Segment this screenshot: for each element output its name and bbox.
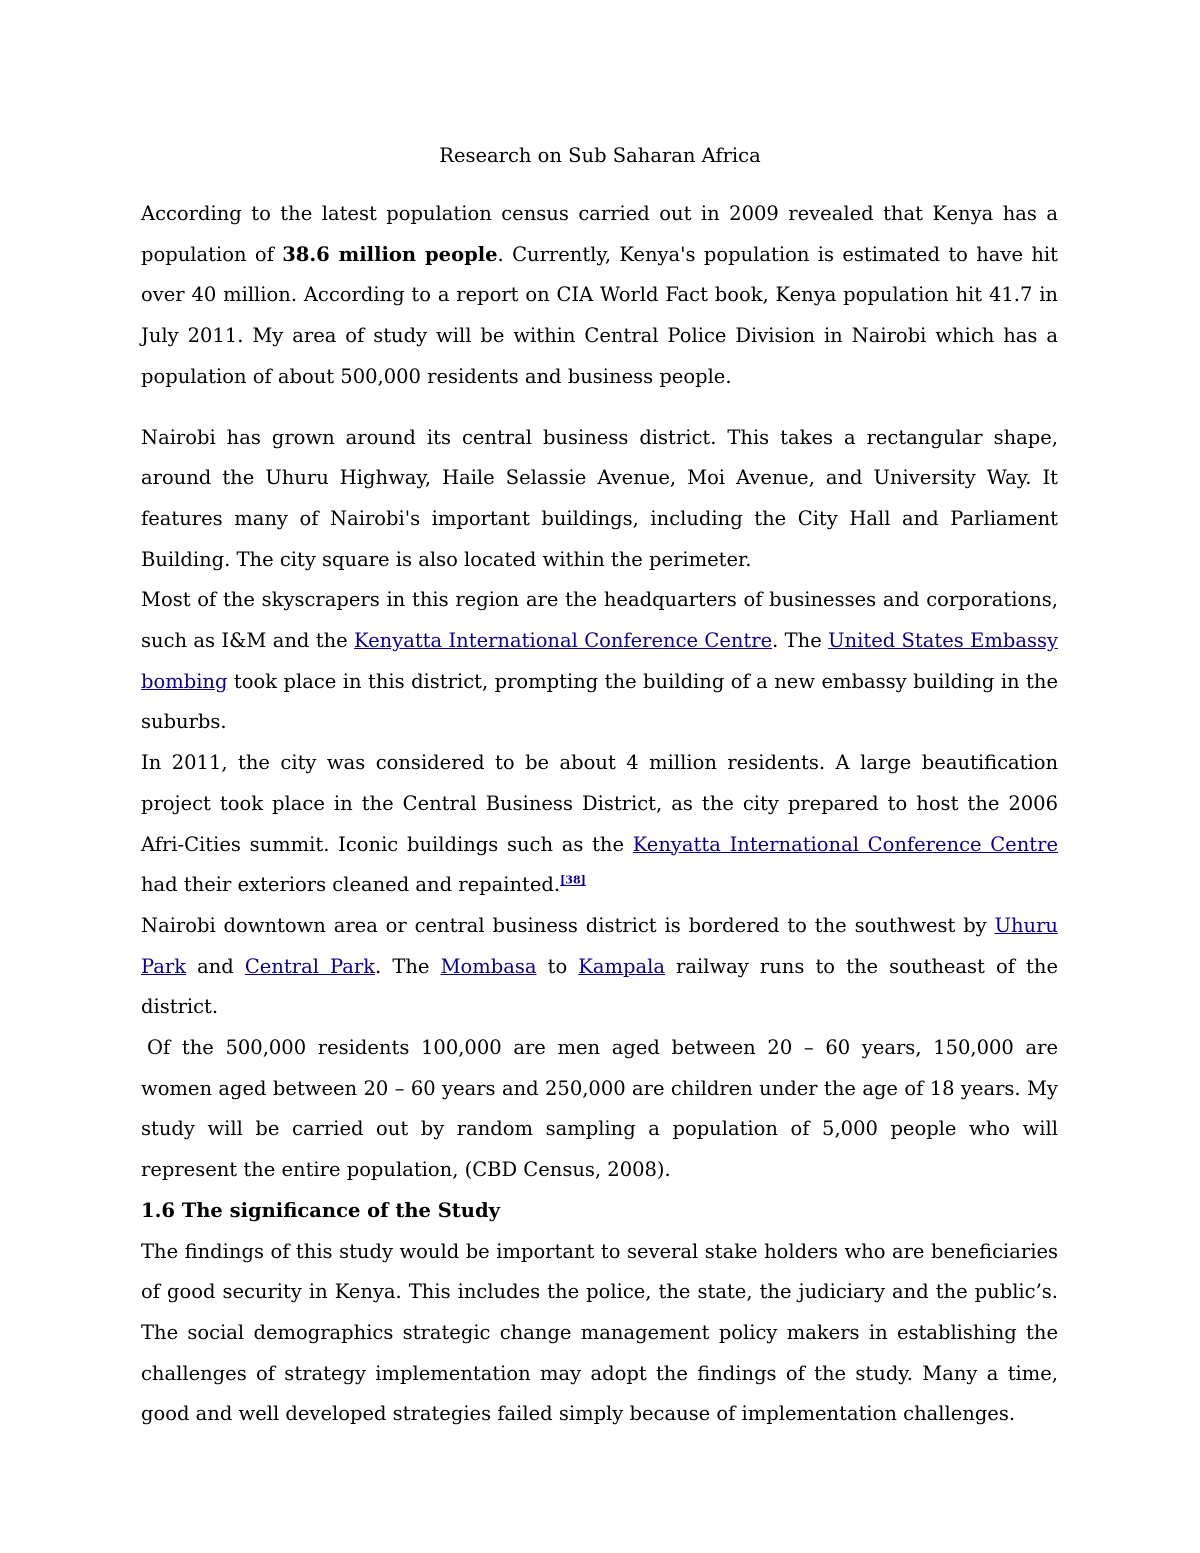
paragraph-population: [141, 194, 1058, 398]
citation-reference[interactable]: [38]: [560, 873, 586, 887]
paragraph-cbd: Nairobi has grown around its central business district. This takes a rectangular shape, around the Uhuru Highway, Haile Selassie Avenue, Moi Avenue, and University Way. It features many of Nairobi's important buildings, including the City Hall and Parliament Building. The city square is also located within the perimeter.: [141, 425, 1058, 571]
paragraph-significance: The findings of this study would be important to several stake holders who are beneficiaries of good security in Kenya. This includes the police, the state, the judiciary and the public’s. The social demographics strategic change management policy makers in establishing the challenges of strategy implementation may adopt the findings of the study. Many a time, good and well developed strategies failed simply because of implementation challenges.: [141, 1239, 1058, 1426]
paragraph-text: . The: [375, 954, 441, 978]
paragraph-text: . Currently, Kenya's population is estimated to have hit over 40 million. According to a report on CIA World Fact book, Kenya population hit 41.7 in July 2011. My area of study will be within Central Police Division in Nairobi which has a population of about 500,000 residents and business people.: [141, 242, 1058, 388]
paragraph-downtown: [141, 906, 1058, 1028]
document-title: Research on Sub Saharan Africa: [439, 144, 761, 167]
bold-population-figure: 38.6 million people: [282, 242, 498, 266]
paragraph-text: Nairobi downtown area or central business district is bordered to the southwest by: [141, 913, 995, 937]
link-embassy-bombing[interactable]: United States Embassy bombing: [141, 629, 1058, 693]
section-heading: 1.6 The significance of the Study: [141, 1198, 500, 1222]
paragraph-text: railway runs to the southeast of the district.: [141, 954, 1058, 1019]
paragraph-text: Most of the skyscrapers in this region are the headquarters of businesses and corporations, such as I&M and the: [141, 588, 1058, 653]
paragraph-text: In 2011, the city was considered to be about 4 million residents. A large beautification project took place in the Central Business District, as the city prepared to host the 2006 Afri-Cities summit. Iconic buildings such as the: [141, 751, 1058, 856]
link-kicc[interactable]: Kenyatta International Conference Centre: [354, 629, 773, 653]
paragraph-text: to: [536, 954, 579, 978]
paragraph-residents: Of the 500,000 residents 100,000 are men aged between 20 – 60 years, 150,000 are women aged between 20 – 60 years and 250,000 are children under the age of 18 years. My study will be carried out by random sampling a population of 5,000 people who will represent the entire population, (CBD Census, 2008).: [141, 1036, 1058, 1182]
link-kicc-2[interactable]: Kenyatta International Conference Centre: [632, 832, 1058, 856]
link-kampala[interactable]: Kampala: [578, 954, 665, 978]
paragraph-text: According to the latest population census carried out in 2009 revealed that Kenya has a population of: [141, 202, 1058, 266]
paragraph-skyscrapers: [141, 580, 1058, 743]
link-uhuru-park[interactable]: Uhuru Park: [141, 913, 1058, 978]
paragraph-text: had their exteriors cleaned and repainted.: [141, 873, 561, 897]
paragraph-beautification: [141, 743, 1058, 906]
paragraph-text: . The: [772, 629, 829, 653]
document-body: [141, 194, 1058, 1435]
link-mombasa[interactable]: Mombasa: [440, 954, 537, 978]
link-central-park[interactable]: Central Park: [244, 954, 376, 978]
paragraph-text: took place in this district, prompting the building of a new embassy building in the suburbs.: [141, 669, 1058, 734]
paragraph-text: and: [186, 954, 245, 978]
